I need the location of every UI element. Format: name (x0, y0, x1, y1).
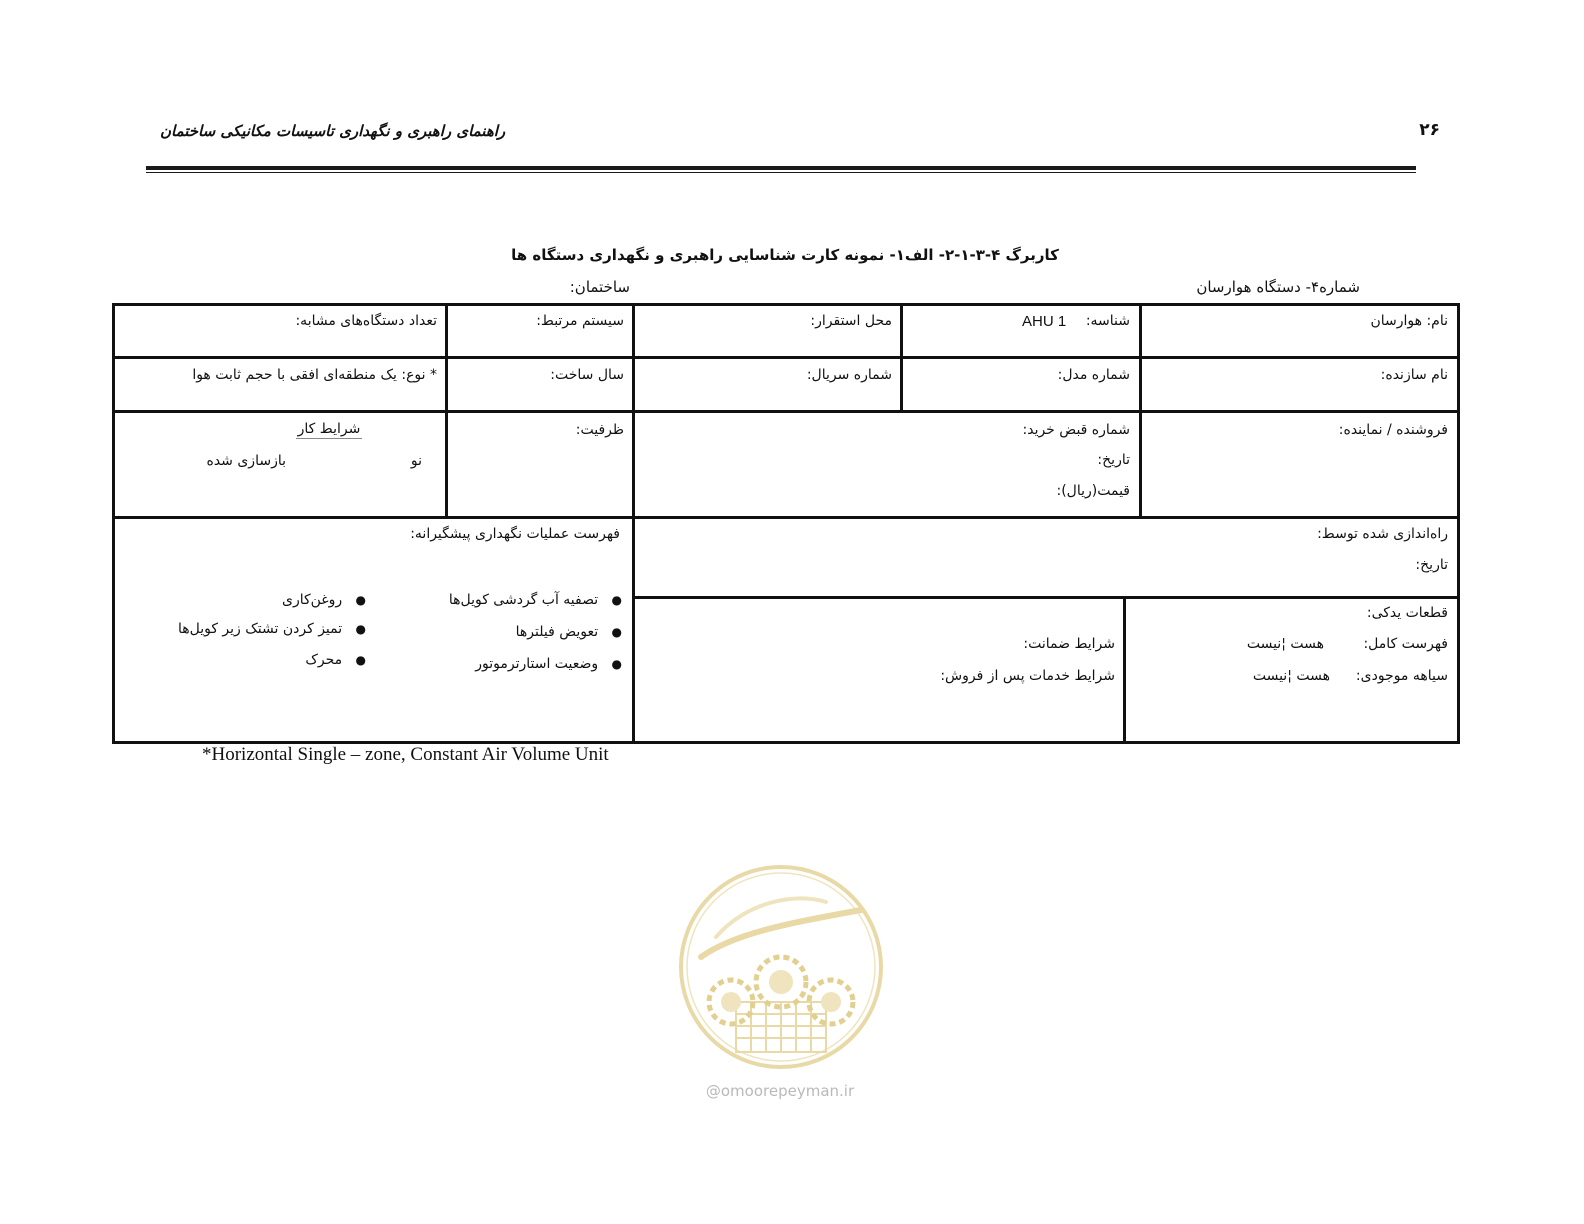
page-number: ۲۶ (1419, 120, 1440, 140)
col-divider-c (632, 303, 635, 744)
watermark-url: @omoorepeyman.ir (705, 1082, 855, 1100)
col-divider-b (900, 303, 903, 410)
pm-item: ● تمیز کردن تشتک زیر کویل‌ها (177, 621, 366, 637)
capacity: ظرفیت: (575, 422, 624, 438)
condition-refurbished: بازسازی شده (206, 453, 286, 469)
commissioned-by: راه‌اندازی شده توسط: (1317, 526, 1448, 542)
purchase-date: تاریخ: (1097, 452, 1130, 468)
seller-representative: فروشنده / نماینده: (1338, 422, 1448, 438)
pm-item: ● تصفیه آب گردشی کویل‌ها (448, 592, 622, 608)
col-divider-a (1139, 303, 1142, 516)
book-title: راهنمای راهبری و نگهداری تاسیسات مکانیکی ساختمان (160, 122, 506, 140)
seal-logo-icon (676, 862, 886, 1072)
col-divider-e (1123, 596, 1126, 744)
pm-list-title: فهرست عملیات نگهداری پیشگیرانه: (410, 526, 620, 542)
build-year: سال ساخت: (550, 367, 624, 383)
row-divider-3 (112, 516, 1460, 519)
row-divider-1 (112, 356, 1460, 359)
similar-device-count: تعداد دستگاه‌های مشابه: (295, 313, 437, 329)
spare-inventory-options: هست ¦نیست (1252, 668, 1330, 684)
related-system: سیستم مرتبط: (536, 313, 624, 329)
col-divider-d (445, 303, 448, 516)
purchase-price: قیمت(ریال): (1056, 483, 1130, 499)
condition-new: نو (410, 453, 422, 469)
building-label: ساختمان: (569, 278, 630, 296)
warranty-terms: شرایط ضمانت: (1023, 636, 1115, 652)
device-id-value: AHU 1 (1022, 313, 1067, 330)
pm-item: ● وضعیت استارترموتور (475, 656, 622, 672)
pm-item: ● محرک (305, 652, 366, 668)
spare-parts: قطعات یدکی: (1366, 605, 1448, 621)
device-name: نام: هوارسان (1370, 313, 1448, 329)
device-number: شماره۴- دستگاه هوارسان (1196, 278, 1360, 296)
commission-date: تاریخ: (1415, 557, 1448, 573)
serial-number: شماره سریال: (806, 367, 892, 383)
spare-full-list-options: هست ¦نیست (1246, 636, 1324, 652)
model-number: شماره مدل: (1057, 367, 1130, 383)
device-id-label: شناسه: (1085, 313, 1130, 329)
manufacturer-name: نام سازنده: (1380, 367, 1448, 383)
header-rule-thick (146, 166, 1416, 170)
form-title: کاربرگ ۴-۳-۱-۲- الف۱- نمونه کارت شناسایی راهبری و نگهداری دستگاه ها (511, 246, 1059, 264)
device-type: * نوع: یک منطقه‌ای افقی با حجم ثابت هوا (192, 367, 437, 383)
pm-item: ● تعویض فیلترها (515, 624, 622, 640)
row-divider-4 (634, 596, 1460, 599)
spare-full-list-label: فهرست کامل: (1363, 636, 1448, 652)
footnote: *Horizontal Single – zone, Constant Air Volume Unit (202, 744, 609, 765)
pm-item: ● روغن‌کاری (282, 592, 366, 608)
after-sales-terms: شرایط خدمات پس از فروش: (940, 668, 1115, 684)
row-divider-2 (112, 410, 1460, 413)
spare-inventory-label: سیاهه موجودی: (1355, 668, 1448, 684)
header-rule-thin (146, 172, 1416, 173)
purchase-receipt-number: شماره قبض خرید: (1022, 422, 1130, 438)
install-location: محل استقرار: (810, 313, 892, 329)
work-condition-title: شرایط کار (297, 421, 361, 437)
